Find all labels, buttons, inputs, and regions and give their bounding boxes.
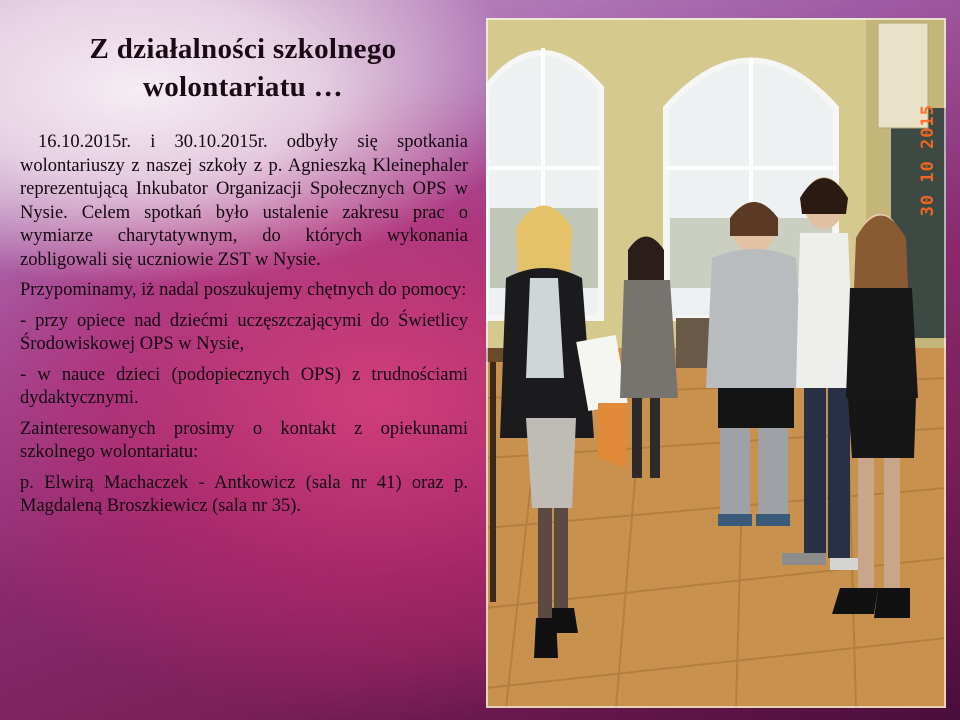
paragraph-intro: 16.10.2015r. i 30.10.2015r. odbyły się spotkania wolontariuszy z naszej szkoły z p. Agnieszką Kleinephaler reprezentującą Inkubator Organizacji Społecznych OPS w Nysie. Celem spotkań było ustalenie zakresu prac o wymiarze charytatywnym, do których wykonania zobligowali się uczniowie ZST w Nysie.	[20, 132, 468, 270]
paragraph-item-1: - przy opiece nad dziećmi uczęszczającymi do Świetlicy Środowiskowej OPS w Nysie,	[20, 310, 468, 354]
paragraph-appeal: Przypominamy, iż nadal poszukujemy chętnych do pomocy:	[20, 280, 467, 300]
slide-title	[18, 30, 468, 106]
slide-body	[20, 131, 468, 526]
title-line-1: Z działalności szkolnego	[89, 33, 397, 65]
paragraph-item-2: - w nauce dzieci (podopiecznych OPS) z trudnościami dydaktycznymi.	[20, 364, 468, 408]
paragraph-contacts-names: p. Elwirą Machaczek - Antkowicz (sala nr 41) oraz p. Magdaleną Broszkiewicz (sala nr 35).	[20, 472, 468, 516]
photo-date-stamp: 30 10 2015	[918, 104, 938, 217]
title-line-2: wolontariatu …	[143, 71, 343, 103]
paragraph-contact: Zainteresowanych prosimy o kontakt z opiekunami szkolnego wolontariatu:	[20, 418, 468, 462]
classroom-photo	[486, 18, 946, 708]
